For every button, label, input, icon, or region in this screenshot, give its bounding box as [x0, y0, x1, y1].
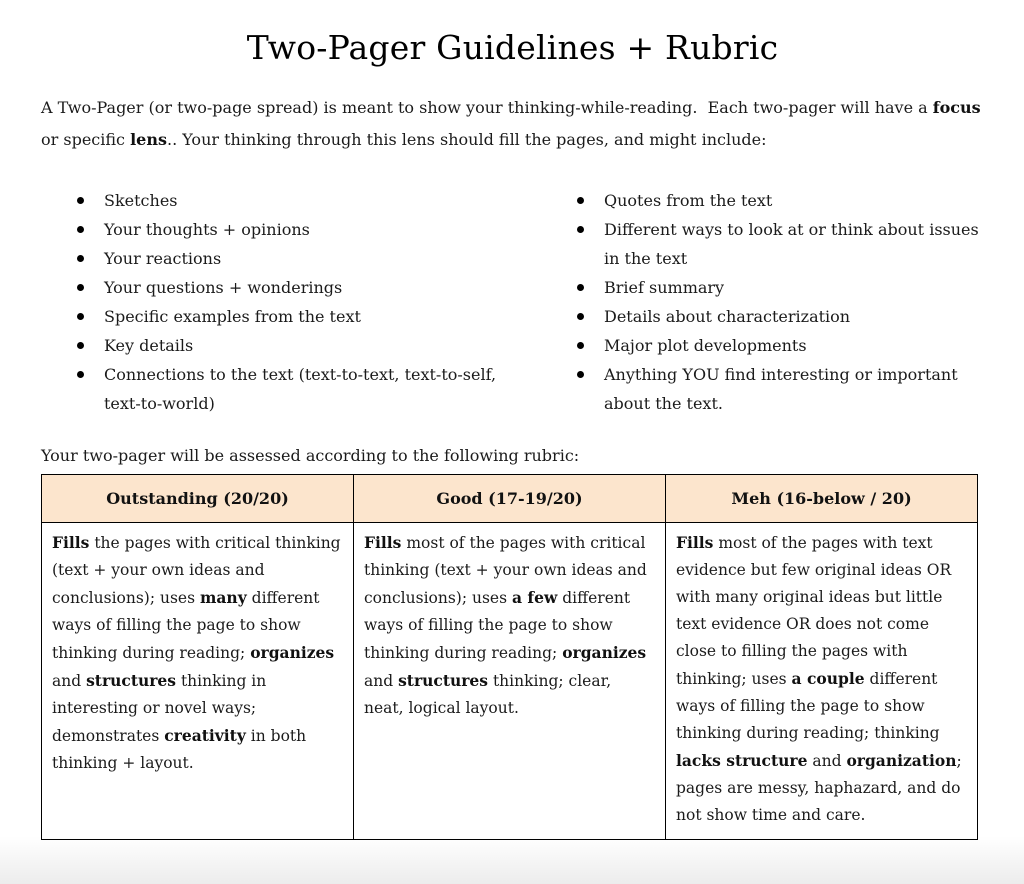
rubric-cell-meh: Fills most of the pages with text evidence but few original ideas OR with many original ideas but little text evidence OR does not come close to filling the pages with thinking; uses a couple different ways of filling the page to show thinking during reading; thinking lacks structure and organization; pages are messy, haphazard, and do not show time and care.	[666, 523, 978, 840]
rubric-lead-in: Your two-pager will be assessed according to the following rubric:	[41, 446, 580, 465]
page-title: Two-Pager Guidelines + Rubric	[246, 28, 779, 67]
rubric-header-outstanding: Outstanding (20/20)	[42, 475, 354, 523]
rubric-cell-outstanding: Fills the pages with critical thinking (text + your own ideas and conclusions); uses many different ways of filling the page to show thinking during reading; organizes and structures thinking in interesting or novel ways; demonstrates creativity in both thinking + layout.	[42, 523, 354, 840]
rubric-cell-good: Fills most of the pages with critical thinking (text + your own ideas and conclusions); uses a few different ways of filling the page to show thinking during reading; organizes and structures thinking; clear, neat, logical layout.	[354, 523, 666, 840]
rubric-table-body	[42, 523, 978, 840]
list-item: Sketches	[41, 186, 516, 215]
list-item: Different ways to look at or think about issues in the text	[541, 215, 984, 273]
bullet-list-left	[41, 186, 516, 418]
bullet-list-right	[541, 186, 984, 418]
list-item: Your questions + wonderings	[41, 273, 516, 302]
rubric-header-meh: Meh (16-below / 20)	[666, 475, 978, 523]
list-item: Quotes from the text	[541, 186, 984, 215]
list-item: Major plot developments	[541, 331, 984, 360]
list-item: Connections to the text (text-to-text, text-to-self, text-to-world)	[41, 360, 516, 418]
rubric-table	[41, 474, 978, 840]
rubric-header-good: Good (17-19/20)	[354, 475, 666, 523]
list-item: Details about characterization	[541, 302, 984, 331]
bullet-lists-section	[41, 186, 984, 418]
rubric-table-header	[42, 475, 978, 523]
list-item: Specific examples from the text	[41, 302, 516, 331]
page-bottom-fade	[0, 836, 1024, 884]
rubric-header-row	[42, 475, 978, 523]
bullet-column-right	[541, 186, 984, 418]
list-item: Your thoughts + opinions	[41, 215, 516, 244]
bullet-column-left	[41, 186, 516, 418]
list-item: Your reactions	[41, 244, 516, 273]
list-item: Anything YOU find interesting or important about the text.	[541, 360, 984, 418]
list-item: Brief summary	[541, 273, 984, 302]
rubric-body-row	[42, 523, 978, 840]
list-item: Key details	[41, 331, 516, 360]
intro-paragraph: A Two-Pager (or two-page spread) is meant to show your thinking-while-reading. Each two-pager will have a focus or specific lens.. Your thinking through this lens should fill the pages, and might include:	[41, 98, 981, 149]
